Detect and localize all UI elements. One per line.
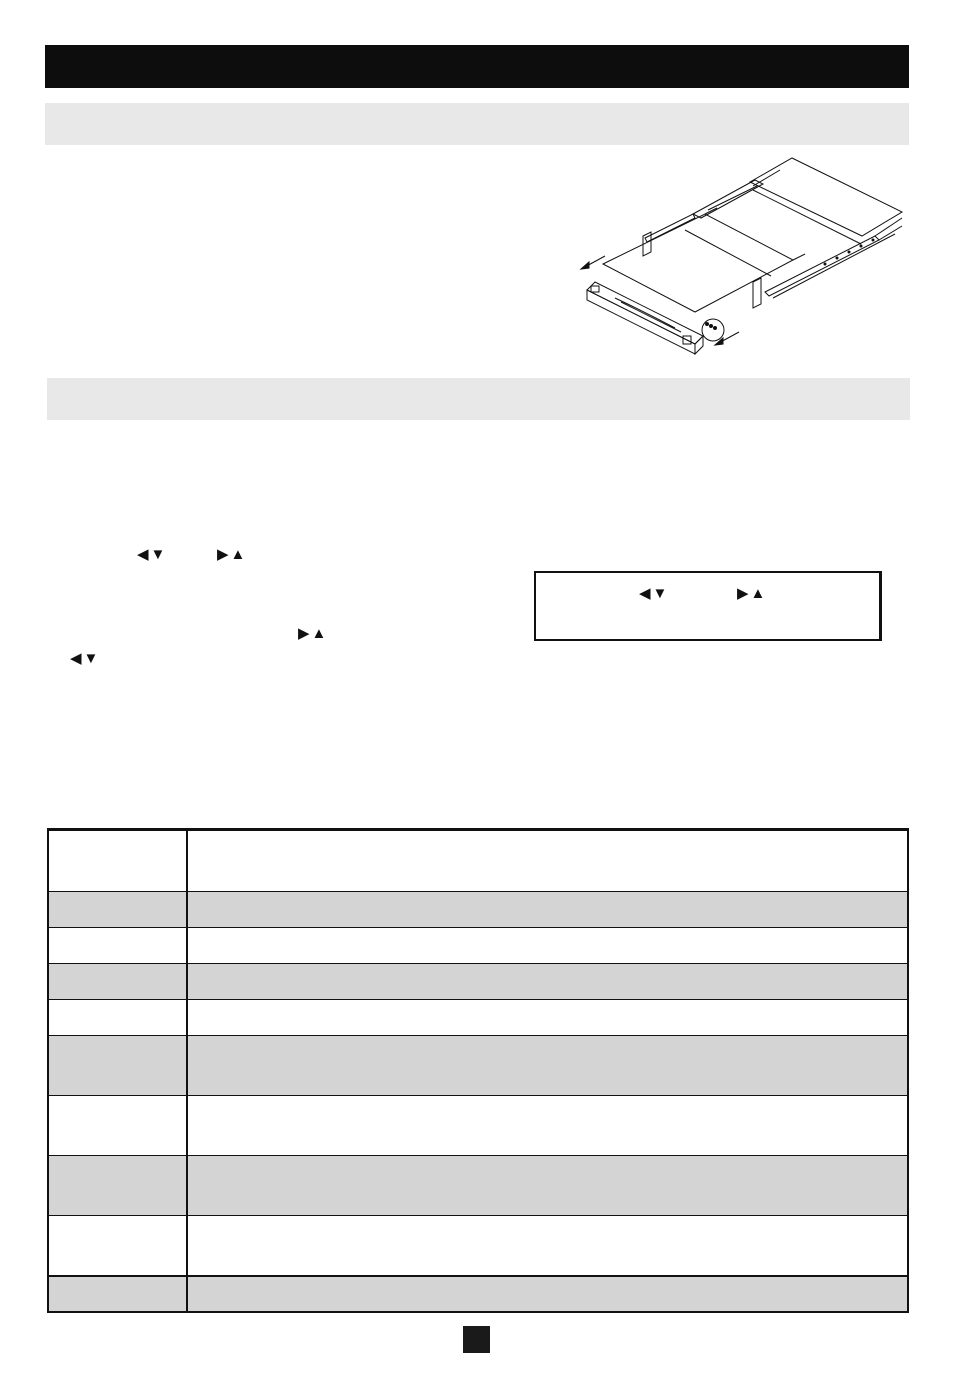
table-cell-function [48,1276,187,1312]
table-cell-description [187,928,908,964]
table-cell-function [48,1096,187,1156]
table-row [48,1276,908,1312]
table-cell-description [187,1156,908,1216]
table-row [48,1096,908,1156]
table-row [48,1216,908,1276]
table-cell-description [187,1036,908,1096]
table-cell-function [48,892,187,928]
table-row [48,892,908,928]
rack-console-illustration [575,152,905,364]
right-up-arrow-keys-icon: ▶▲ [737,585,768,602]
left-down-arrow-keys-icon: ◀▼ [70,650,101,667]
table-row [48,1036,908,1096]
right-up-arrow-keys-icon: ▶▲ [217,546,248,563]
table-row [48,830,908,892]
table-cell-description [187,1216,908,1276]
table-cell-function [48,1000,187,1036]
table-cell-description [187,1276,908,1312]
table-row [48,964,908,1000]
subsection-bar-1 [45,103,909,145]
right-up-arrow-keys-icon: ▶▲ [298,625,329,642]
page-number-box [463,1326,490,1353]
section-title-bar [45,45,909,88]
table-cell-function [48,964,187,1000]
table-cell-function [48,830,187,892]
table-row [48,1000,908,1036]
table-cell-description [187,1096,908,1156]
osd-function-table [47,828,909,1313]
note-box [534,571,882,641]
table-row [48,928,908,964]
table-cell-function [48,928,187,964]
table-cell-function [48,1036,187,1096]
table-row [48,1156,908,1216]
table-cell-function [48,1156,187,1216]
table-cell-description [187,1000,908,1036]
subsection-bar-2 [47,378,910,420]
table-cell-description [187,830,908,892]
table-cell-description [187,892,908,928]
left-down-arrow-keys-icon: ◀▼ [639,585,670,602]
table-cell-function [48,1216,187,1276]
left-down-arrow-keys-icon: ◀▼ [137,546,168,563]
table-cell-description [187,964,908,1000]
